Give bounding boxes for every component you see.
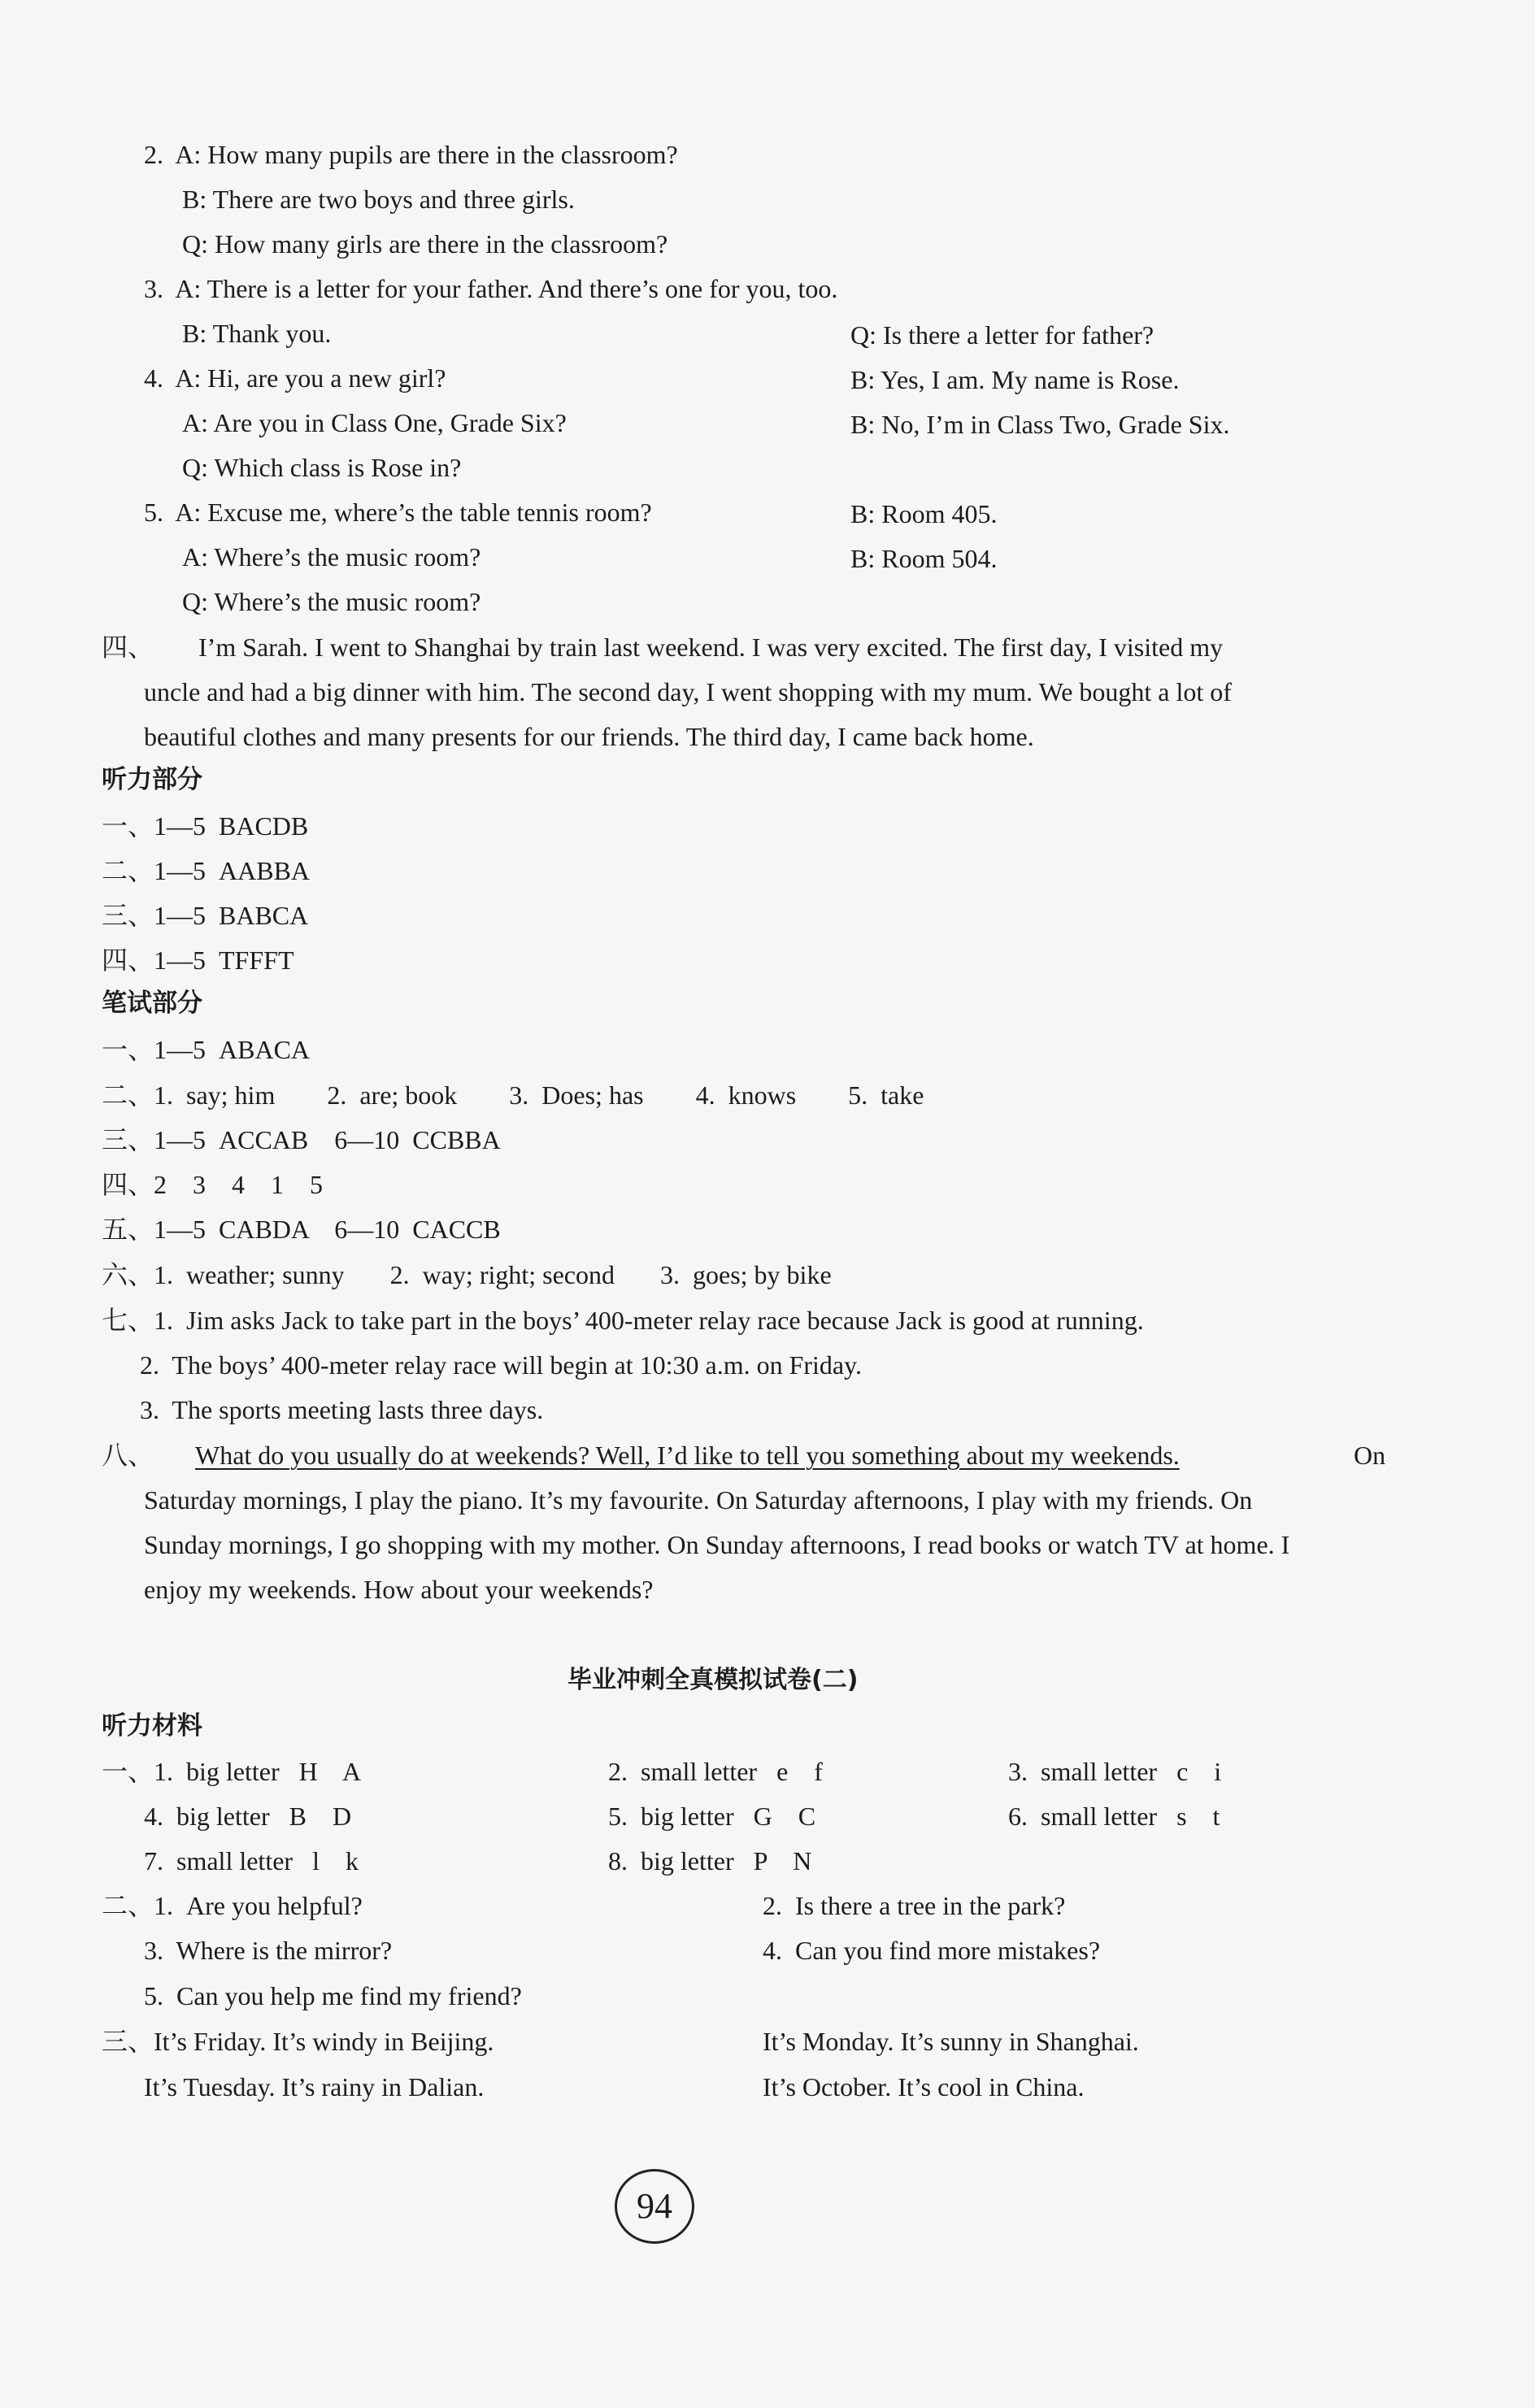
answer-line: 4. A: Hi, are you a new girl? xyxy=(144,363,446,393)
answer-line: 三、1—5 ACCAB 6—10 CCBBA xyxy=(102,1125,501,1154)
passage-line: beautiful clothes and many presents for our friends. The third day, I came back home. xyxy=(144,722,1034,751)
material-line: It’s Monday. It’s sunny in Shanghai. xyxy=(763,2027,1139,2056)
answer-line: 六、1. weather; sunny 2. way; right; second 3. goes; by bike xyxy=(102,1260,832,1289)
material-line: 6. small letter s t xyxy=(1008,1802,1220,1831)
answer-line: 二、1. say; him 2. are; book 3. Does; has 4. knows 5. take xyxy=(102,1080,924,1110)
material-line: It’s Tuesday. It’s rainy in Dalian. xyxy=(144,2072,485,2102)
answer-line: A: Are you in Class One, Grade Six? xyxy=(182,408,567,437)
material-line: 一、1. big letter H A xyxy=(102,1757,362,1786)
answer-line: 四、2 3 4 1 5 xyxy=(102,1170,324,1199)
material-line: 3. small letter c i xyxy=(1008,1757,1222,1786)
exam-title: 毕业冲刺全真模拟试卷(二) xyxy=(567,1666,859,1694)
answer-line: 七、1. Jim asks Jack to take part in the boys’ 400-meter relay race because Jack is good at running. xyxy=(102,1306,1144,1335)
material-line: 2. Is there a tree in the park? xyxy=(763,1891,1066,1920)
answer-line: A: Where’s the music room? xyxy=(182,542,481,572)
answer-line: B: Room 405. xyxy=(850,499,998,528)
answer-line: Q: How many girls are there in the classroom? xyxy=(182,229,668,259)
answer-line: B: Thank you. xyxy=(182,319,332,348)
answer-line: 3. The sports meeting lasts three days. xyxy=(140,1395,544,1424)
answer-line: 一、1—5 BACDB xyxy=(102,811,309,841)
passage-line: On xyxy=(1354,1441,1386,1470)
passage-line: uncle and had a big dinner with him. The second day, I went shopping with my mum. We bought a lot of xyxy=(144,677,1232,706)
material-line: 7. small letter l k xyxy=(144,1846,359,1876)
passage-line: enjoy my weekends. How about your weekends? xyxy=(144,1575,654,1604)
passage-line: Saturday mornings, I play the piano. It’s my favourite. On Saturday afternoons, I play with my friends. On xyxy=(144,1485,1253,1515)
section-heading: 听力部分 xyxy=(102,765,202,794)
answer-line: Q: Where’s the music room? xyxy=(182,587,481,616)
underlined-sentence: What do you usually do at weekends? Well, I’d like to tell you something about my weekends. xyxy=(195,1441,1180,1470)
passage-line: Sunday mornings, I go shopping with my mother. On Sunday afternoons, I read books or watch TV at home. I xyxy=(144,1530,1290,1559)
material-line: 5. big letter G C xyxy=(608,1802,816,1831)
material-line: 三、It’s Friday. It’s windy in Beijing. xyxy=(102,2027,494,2056)
section-label: 八、 xyxy=(102,1440,154,1471)
answer-line: B: Yes, I am. My name is Rose. xyxy=(850,365,1180,394)
answer-line: Q: Which class is Rose in? xyxy=(182,453,462,482)
answer-line: 三、1—5 BABCA xyxy=(102,901,309,930)
section-label: 四、 xyxy=(102,632,154,663)
answer-line: 2. The boys’ 400-meter relay race will begin at 10:30 a.m. on Friday. xyxy=(140,1350,863,1380)
material-line: 二、1. Are you helpful? xyxy=(102,1891,363,1920)
answer-line: 5. A: Excuse me, where’s the table tennis room? xyxy=(144,498,652,527)
material-line: 2. small letter e f xyxy=(608,1757,823,1786)
material-line: 3. Where is the mirror? xyxy=(144,1936,393,1965)
answer-line: B: There are two boys and three girls. xyxy=(182,185,575,214)
page-number: 94 xyxy=(615,2169,694,2244)
answer-line: 二、1—5 AABBA xyxy=(102,856,311,885)
answer-line: B: No, I’m in Class Two, Grade Six. xyxy=(850,410,1230,439)
material-line: 4. Can you find more mistakes? xyxy=(763,1936,1101,1965)
material-line: It’s October. It’s cool in China. xyxy=(763,2072,1085,2102)
material-line: 8. big letter P N xyxy=(608,1846,812,1876)
answer-line: 3. A: There is a letter for your father. And there’s one for you, too. xyxy=(144,274,838,303)
answer-line: 五、1—5 CABDA 6—10 CACCB xyxy=(102,1215,501,1244)
material-line: 4. big letter B D xyxy=(144,1802,352,1831)
section-heading: 笔试部分 xyxy=(102,989,202,1018)
section-heading: 听力材料 xyxy=(102,1711,202,1741)
answer-line: B: Room 504. xyxy=(850,544,998,573)
answer-line: 一、1—5 ABACA xyxy=(102,1035,311,1064)
passage-line: I’m Sarah. I went to Shanghai by train last weekend. I was very excited. The first day, I visited my xyxy=(198,632,1224,662)
answer-line: 2. A: How many pupils are there in the classroom? xyxy=(144,140,678,169)
material-line: 5. Can you help me find my friend? xyxy=(144,1981,522,2010)
answer-line: Q: Is there a letter for father? xyxy=(850,320,1155,350)
answer-line: 四、1—5 TFFFT xyxy=(102,945,294,975)
